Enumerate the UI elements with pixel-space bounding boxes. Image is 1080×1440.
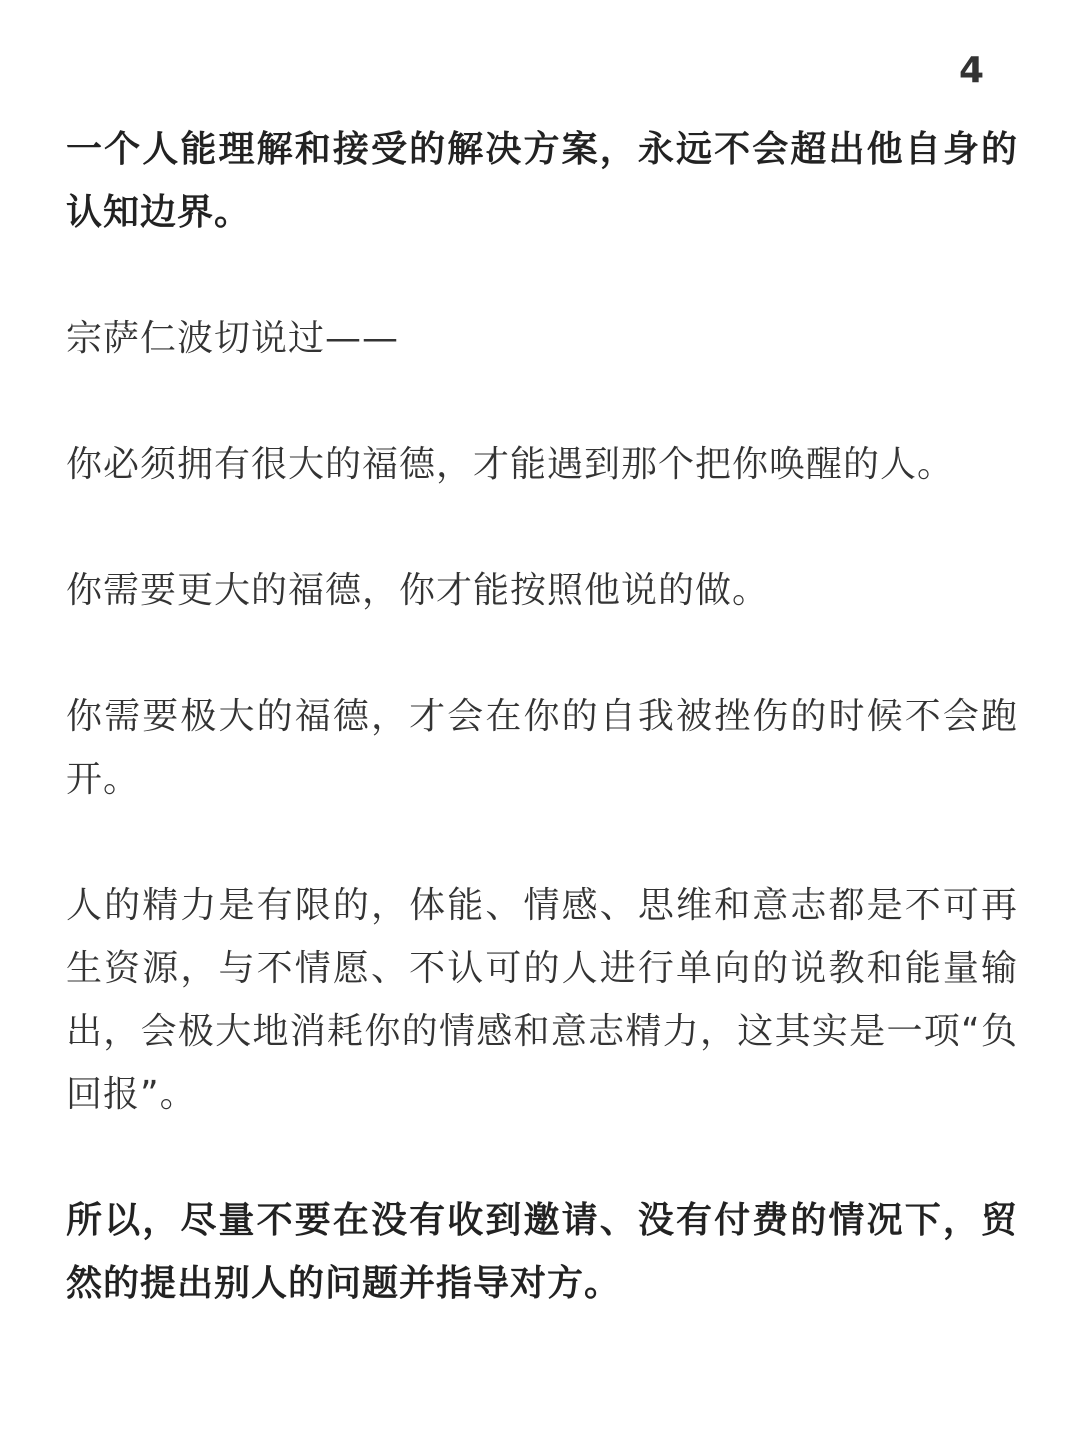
article-body — [66, 118, 1018, 1315]
paragraph-energy-limited: 人的精力是有限的，体能、情感、思维和意志都是不可再生资源，与不情愿、不认可的人进行单向的说教和能量输出，会极大地消耗你的情感和意志精力，这其实是一项“负回报”。 — [66, 885, 1018, 1115]
paragraph-quote-line-3: 你需要极大的福德，才会在你的自我被挫伤的时候不会跑开。 — [66, 696, 1018, 800]
paragraph-quote-intro: 宗萨仁波切说过—— — [66, 318, 400, 359]
paragraph-conclusion: 所以，尽量不要在没有收到邀请、没有付费的情况下，贸然的提出别人的问题并指导对方。 — [66, 1200, 1018, 1304]
paragraph-quote-line-2: 你需要更大的福德，你才能按照他说的做。 — [66, 570, 770, 611]
paragraph-cognition-boundary: 一个人能理解和接受的解决方案，永远不会超出他自身的认知边界。 — [66, 129, 1018, 233]
page-number: 4 — [958, 50, 984, 91]
paragraph-quote-line-1: 你必须拥有很大的福德，才能遇到那个把你唤醒的人。 — [66, 444, 955, 485]
